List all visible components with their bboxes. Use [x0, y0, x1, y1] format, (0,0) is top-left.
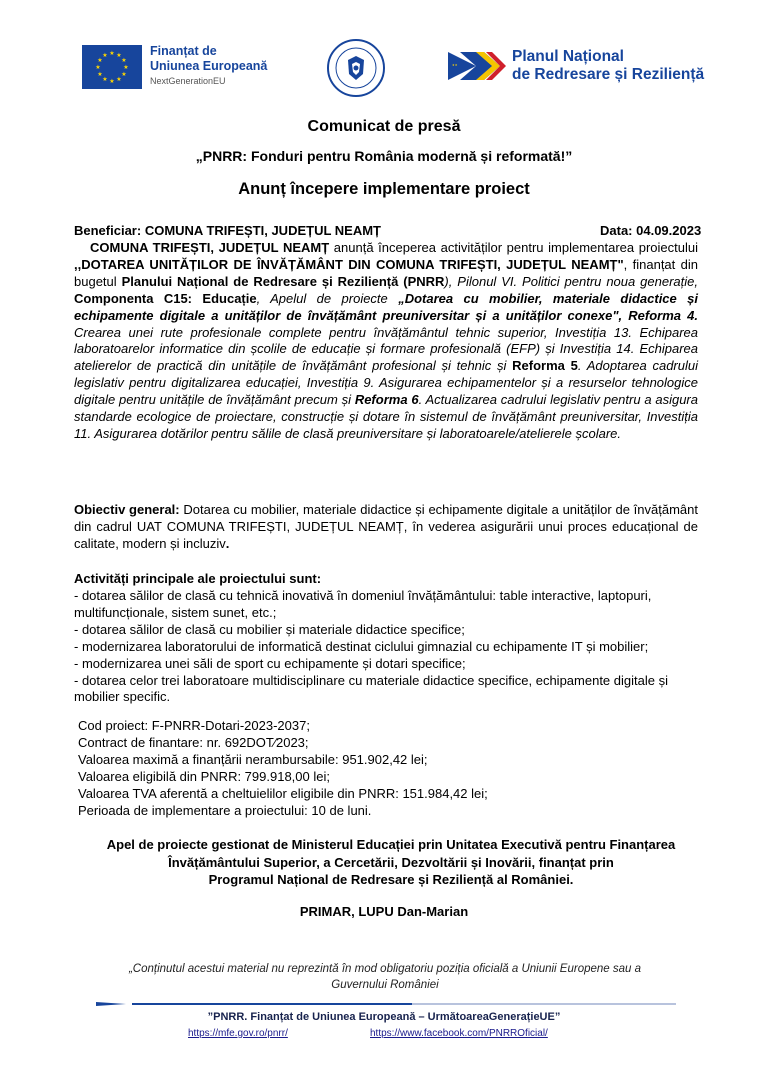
mayor-signature: PRIMAR, LUPU Dan-Marian [299, 904, 469, 919]
eu-logo-text [150, 44, 290, 88]
list-item: - dotarea sălilor de clasă cu tehnică inovativă în domeniul învățământului: table interactive, laptopuri, multifuncționale, sistem sunet, etc.; [74, 588, 652, 620]
intro-text: , Apelul de proiecte [256, 290, 399, 306]
svg-text:★: ★ [109, 78, 115, 85]
intro-text: , finanțat din bugetul [74, 256, 698, 289]
intro-text: Crearea unei rute profesionale complete pentru învățământul tehnic superior, Investiția 13. Echiparea laboratoarelor informatice din școlile de educație și formare profesională (EFP) și Investiția 14. Echiparea atelierelor de practică din unitățile de învățământ profesional și tehnic și [74, 324, 698, 374]
list-item: - modernizarea laboratorului de informatică destinat ciclului gimnazial cu echipamente IT și mobilier; [74, 638, 649, 654]
list-item: - dotarea celor trei laboratoare multidisciplinare cu materiale didactice specifice, echipamente digitale și mobilier specific. [74, 672, 668, 705]
vat-value: Valoarea TVA aferentă a cheltuielilor eligibile din PNRR: 151.984,42 lei; [78, 785, 488, 801]
eu-logo-line2: Uniunea Europeană [150, 59, 268, 73]
beneficiary-name: COMUNA TRIFEȘTI, JUDEȚUL NEAMȚ [144, 223, 381, 238]
intro-beneficiary: COMUNA TRIFEȘTI, JUDEȚUL NEAMȚ [90, 240, 330, 255]
call-note-line: Învățământului Superior, a Cercetării, Dezvoltării și Inovării, finanțat prin [168, 854, 614, 870]
intro-paragraph [74, 240, 698, 443]
svg-text:★: ★ [109, 50, 115, 57]
project-code: Cod proiect: F-PNRR-Dotari-2023-2037; [78, 718, 310, 733]
call-note-line: Programul Național de Redresare și Reziliență al României. [208, 872, 574, 887]
svg-text:★: ★ [102, 76, 108, 83]
call-management-note [74, 836, 708, 889]
disclaimer: „Conținutul acestui material nu reprezintă în mod obligatoriu poziția oficială a Uniunii Europene sau a Guvernului României [128, 963, 642, 991]
svg-text:★: ★ [95, 64, 101, 71]
project-name: ,,DOTAREA UNITĂȚILOR DE ÎNVĂȚĂMÂNT DIN COMUNA TRIFEȘTI, JUDEȚUL NEAMȚ" [74, 256, 624, 272]
svg-text:★: ★ [102, 52, 108, 59]
press-release-title: Comunicat de presă [307, 118, 461, 135]
facebook-link[interactable]: https://www.facebook.com/PNRROficial/ [370, 1028, 548, 1039]
eu-flag-icon [82, 45, 142, 89]
intro-text: ), Pilonul VI. Politici pentru noua generație, [444, 273, 698, 289]
activities-title: Activități principale ale proiectului sunt: [74, 571, 322, 586]
pnrr-logo-line1: Planul Național [512, 48, 624, 65]
pnrr-logo-icon [446, 48, 508, 84]
implementation-period: Perioada de implementare a proiectului: 10 de luni. [78, 802, 372, 818]
pnrr-name: Planului Național de Redresare și Reziliență (PNRR [121, 273, 445, 289]
list-item: - dotarea sălilor de clasă cu mobilier și materiale didactice specifice; [74, 621, 465, 637]
max-funding: Valoarea maximă a finanțării nerambursabile: 951.902,42 lei; [78, 751, 428, 767]
footer-stripe [96, 1001, 676, 1007]
government-seal-icon [326, 38, 386, 98]
pnrr-logo-line2: de Redresare și Reziliență [512, 66, 705, 83]
release-date: Data: 04.09.2023 [600, 223, 702, 238]
call-note-line: Apel de proiecte gestionat de Ministerul Educației prin Unitatea Executivă pentru Finanțarea [106, 837, 676, 852]
pnrr-website-link[interactable]: https://mfe.gov.ro/pnrr/ [188, 1028, 288, 1039]
activities-list [74, 588, 708, 706]
beneficiary-line [74, 223, 381, 238]
list-item: - modernizarea unei săli de sport cu echipamente și dotari specifice; [74, 655, 466, 671]
objective-paragraph [74, 502, 698, 553]
objective-end: . [225, 535, 230, 551]
beneficiary-label: Beneficiar: [74, 223, 142, 238]
announcement-heading: Anunț începere implementare proiect [238, 180, 530, 198]
intro-text: . Adoptarea cadrului legislativ pentru digitalizarea educației, Investiția 9. Asigurarea echipamentelor și a resurselor tehnologice digitale pentru unitățile de învățământ precum și [74, 358, 698, 408]
press-release-subtitle: „PNRR: Fonduri pentru România modernă și reformată!” [195, 148, 573, 164]
objective-text: Dotarea cu mobilier, materiale didactice și echipamente digitale a unităților de învățământ din cadrul UAT COMUNA TRIFEȘTI, JUDEȚUL NEAMȚ, în vederea asigurării unui proces educațional de calitate, modern și incluziv [74, 502, 698, 551]
reform-6: Reforma 6 [354, 392, 419, 408]
svg-text:★: ★ [121, 71, 127, 78]
svg-text:★: ★ [97, 71, 103, 78]
footer-tagline: ”PNRR. Finanțat de Uniunea Europeană – UrmătoareaGenerațieUE” [207, 1011, 561, 1023]
svg-text:★: ★ [97, 57, 103, 64]
intro-text: anunță începerea activităților pentru implementarea proiectului [329, 240, 698, 255]
svg-text:★★: ★★ [452, 63, 458, 67]
eligible-value: Valoarea eligibilă din PNRR: 799.918,00 lei; [78, 768, 330, 784]
intro-text: . Actualizarea cadrului legislativ pentru a asigura standarde ecologice de proiectare, construcție și dotare în sistemul de învățământ preuniversitar, Investiția 11. Asigurarea dotărilor pentru sălile de clasă preuniversitare și laboratoarele/atelierele școlare. [74, 392, 698, 441]
pnrr-logo-text [512, 48, 722, 84]
svg-text:★: ★ [121, 57, 127, 64]
component-name: Componenta C15: Educație [74, 290, 257, 306]
objective-label: Obiectiv general: [74, 502, 180, 517]
project-info [78, 718, 678, 819]
eu-logo-line3: NextGenerationEU [150, 76, 226, 86]
svg-text:★: ★ [116, 76, 122, 83]
contract-number: Contract de finantare: nr. 692DOT∕2023; [78, 734, 309, 750]
call-name: „Dotarea cu mobilier, materiale didactice și echipamente digitale a unităților de învățământ preuniversitar și a unităților conexe", Reforma 4. [74, 290, 698, 323]
reform-5: Reforma 5 [512, 358, 578, 374]
svg-text:★: ★ [116, 52, 122, 59]
eu-logo-line1: Finanțat de [150, 44, 217, 58]
svg-text:★: ★ [123, 64, 129, 71]
